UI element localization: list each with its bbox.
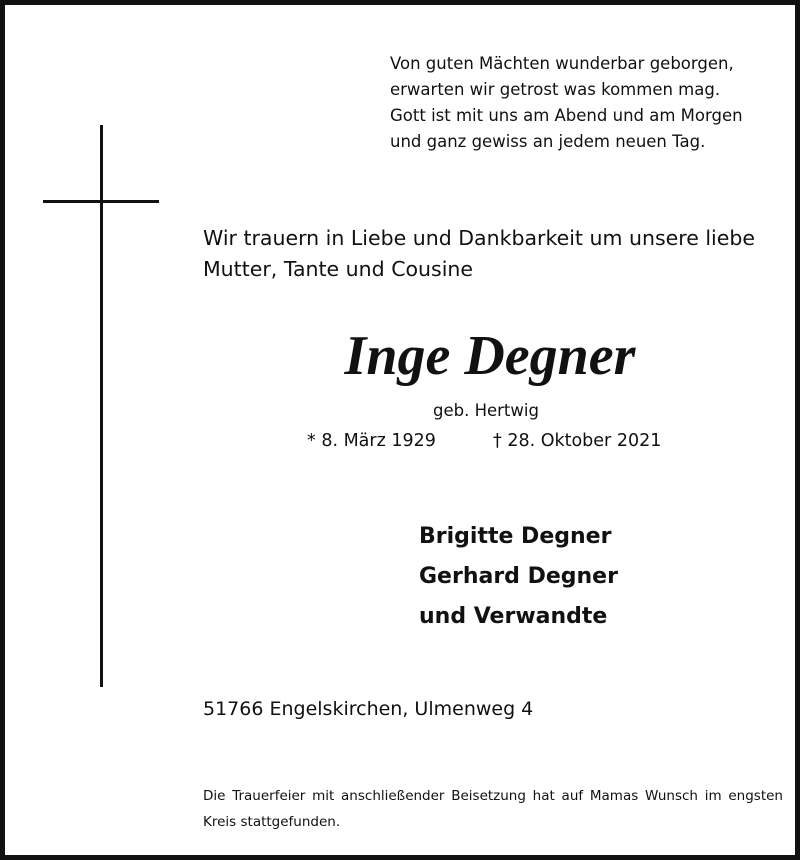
poem-line: Von guten Mächten wunderbar geborgen, [390,54,734,73]
birth-name: geb. Hertwig [433,401,539,420]
intro-text [203,223,788,285]
birth-date: * 8. März 1929 [307,431,436,451]
address: 51766 Engelskirchen, Ulmenweg 4 [203,698,534,720]
cross-vertical-bar [100,125,103,687]
poem-line: erwarten wir getrost was kommen mag. [390,80,721,99]
family-list [419,517,618,637]
deceased-name: Inge Degner [344,325,636,387]
poem [390,51,743,155]
death-date: † 28. Oktober 2021 [493,431,662,451]
intro-line: Wir trauern in Liebe und Dankbarkeit um unsere liebe [203,226,755,250]
poem-line: und ganz gewiss an jedem neuen Tag. [390,132,706,151]
family-member: und Verwandte [419,604,608,629]
family-member: Gerhard Degner [419,564,618,589]
poem-line: Gott ist mit uns am Abend und am Morgen [390,106,743,125]
cross-horizontal-bar [43,200,159,203]
funeral-notice: Die Trauerfeier mit anschließender Beisetzung hat auf Mamas Wunsch im engsten Kreis stattgefunden. [203,788,783,830]
family-member: Brigitte Degner [419,524,612,549]
intro-line: Mutter, Tante und Cousine [203,257,474,281]
